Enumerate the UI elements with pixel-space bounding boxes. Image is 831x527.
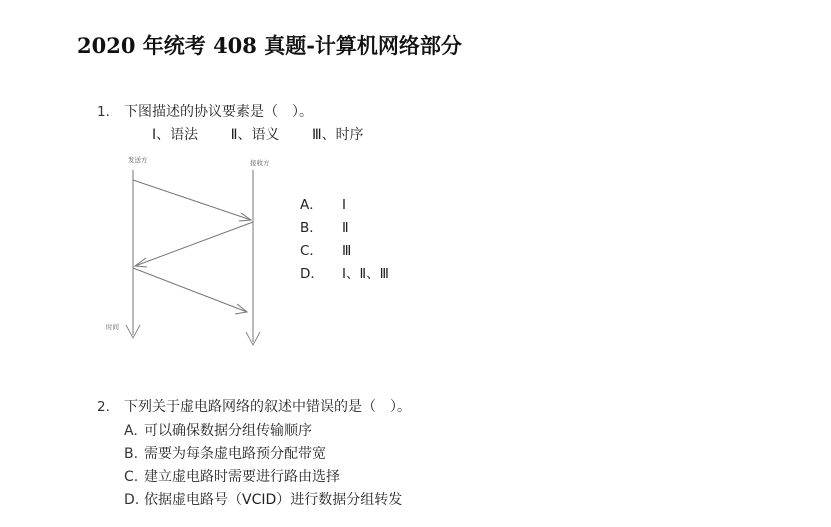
question-2-option-a [124,420,402,443]
option-letter: A. [124,423,138,439]
option-text: 建立虚电路时需要进行路由选择 [144,469,340,485]
question-1-number: 1. [97,104,110,120]
sender-label: 发送方 [128,156,148,164]
question-2-options [124,420,402,512]
option-text: 可以确保数据分组传输顺序 [144,423,312,439]
question-2-stem: 下列关于虚电路网络的叙述中错误的是（ ）。 [124,399,411,415]
question-1-option-b [300,217,389,240]
question-2-option-d [124,489,402,512]
option-text: Ⅰ [342,197,346,213]
element-semantics: Ⅱ、语义 [230,127,280,143]
option-letter: C. [124,469,139,485]
option-text: Ⅲ [342,243,352,259]
option-letter: B． [300,220,323,236]
page-title: 2020 年统考 408 真题-计算机网络部分 [77,33,462,58]
question-1-stem: 下图描述的协议要素是（ ）。 [124,104,313,120]
receiver-label: 接收方 [250,159,270,167]
question-1-elements [152,125,392,145]
question-2-option-c [124,466,402,489]
question-1-option-d [300,263,389,286]
message-3-arrowhead [235,304,247,314]
option-letter: A． [300,197,323,213]
time-label: 时间 [106,323,119,331]
question-1-option-a [300,194,389,217]
option-letter: B. [124,446,139,462]
question-2-option-b [124,443,402,466]
option-text: Ⅱ [342,220,349,236]
question-2-number: 2. [97,399,110,415]
question-1-option-c [300,240,389,263]
message-2-arrow [135,222,253,266]
option-text: 依据虚电路号（VCID）进行数据分组转发 [144,492,403,508]
option-text: 需要为每条虚电路预分配带宽 [144,446,326,462]
question-1-options [300,194,389,286]
message-1-arrow [133,180,251,220]
option-letter: C． [300,243,323,259]
option-text: Ⅰ、Ⅱ、Ⅲ [342,266,389,282]
option-letter: D. [124,492,140,508]
option-letter: D． [300,266,324,282]
element-syntax: Ⅰ、语法 [152,127,199,143]
message-3-arrow [133,268,247,312]
protocol-timing-diagram [100,150,270,350]
element-timing: Ⅲ、时序 [311,127,364,143]
